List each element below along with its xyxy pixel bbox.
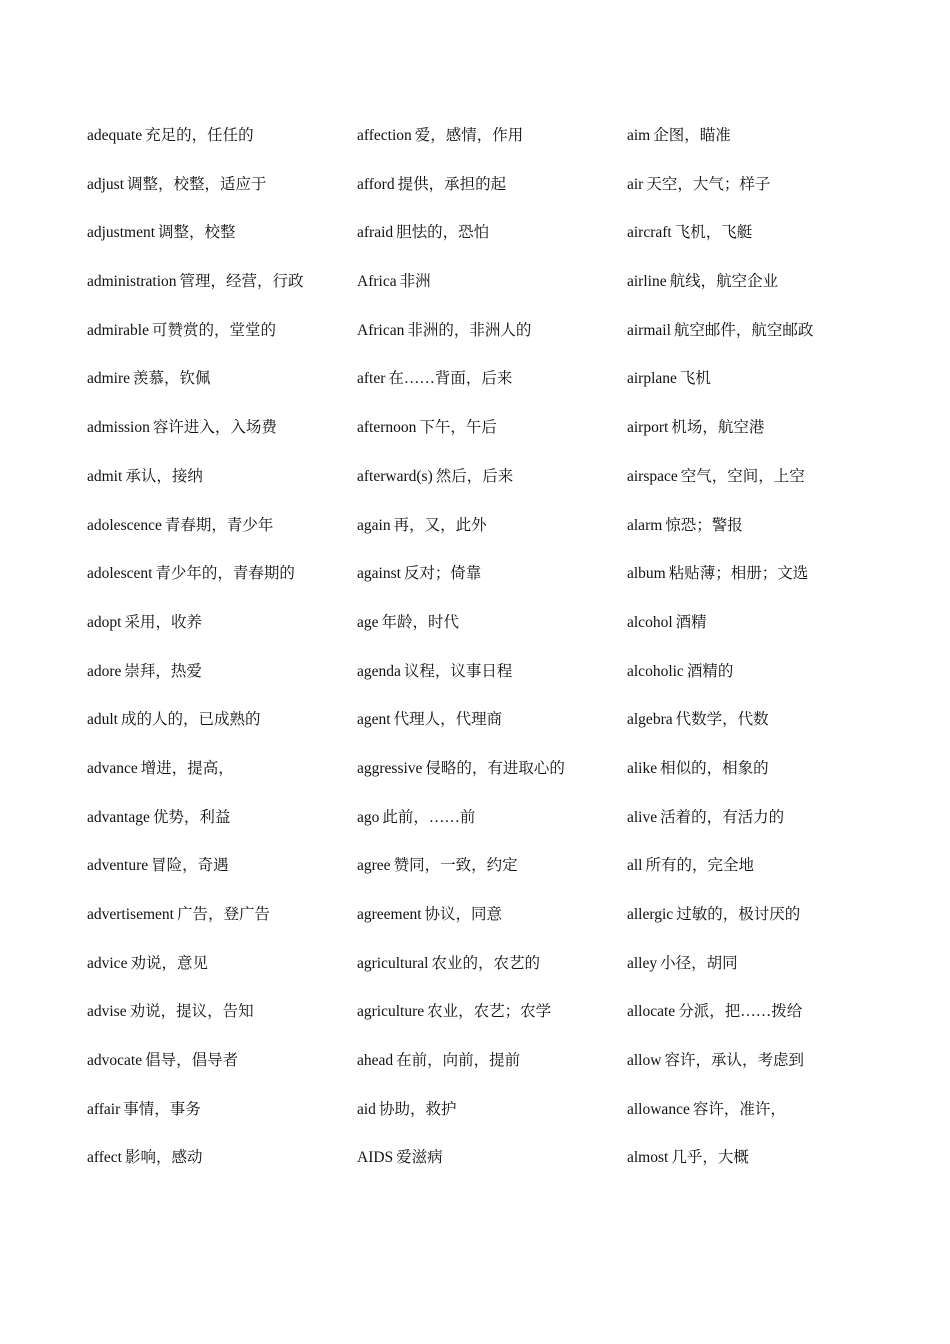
entry-word: affair — [87, 1100, 121, 1118]
entry-meaning: 成的人的，已成熟的 — [121, 711, 261, 729]
entry-meaning: 年龄，时代 — [381, 613, 460, 631]
vocabulary-column-1 — [87, 112, 357, 1183]
entry-meaning: 飞机，飞艇 — [674, 224, 753, 242]
entry-meaning: 容许，承认，考虑到 — [664, 1052, 804, 1070]
entry-meaning: 青少年的，青春期的 — [155, 565, 295, 583]
entry-word: affection — [357, 127, 412, 144]
entry-word: agricultural — [357, 954, 429, 972]
vocabulary-entry — [357, 453, 627, 502]
vocabulary-entry — [87, 453, 357, 502]
entry-word: adore — [87, 662, 122, 680]
vocabulary-entry — [87, 209, 357, 258]
vocabulary-entry — [357, 842, 627, 891]
entry-word: against — [357, 565, 401, 583]
entry-word: adequate — [87, 127, 143, 144]
entry-meaning: 飞机 — [679, 370, 711, 388]
vocabulary-entry — [87, 745, 357, 794]
entry-meaning: 协助，救护 — [378, 1100, 457, 1118]
vocabulary-entry — [87, 988, 357, 1037]
entry-word: agenda — [357, 662, 401, 680]
vocabulary-entry — [357, 891, 627, 940]
vocabulary-entry — [357, 307, 627, 356]
vocabulary-entry — [87, 891, 357, 940]
entry-word: alcohol — [627, 613, 673, 631]
entry-meaning: 劝说，意见 — [130, 954, 208, 972]
entry-word: advocate — [87, 1052, 143, 1070]
entry-word: advise — [87, 1003, 127, 1021]
entry-meaning: 影响，感动 — [125, 1149, 203, 1167]
entry-word: AIDS — [357, 1149, 394, 1167]
vocabulary-entry — [357, 599, 627, 648]
entry-meaning: 相似的，相象的 — [660, 759, 769, 777]
entry-meaning: 调整，校整 — [158, 224, 236, 242]
entry-meaning: 分派，把……拨给 — [678, 1003, 803, 1021]
entry-meaning: 赞同，一致，约定 — [393, 857, 518, 875]
entry-word: algebra — [627, 711, 673, 729]
vocabulary-entry — [87, 940, 357, 989]
entry-word: aggressive — [357, 759, 423, 777]
entry-word: agriculture — [357, 1003, 425, 1021]
entry-word: adolescent — [87, 565, 153, 583]
vocabulary-entry — [627, 794, 897, 843]
entry-meaning: 调整，校整，适应于 — [127, 175, 267, 193]
vocabulary-entry — [627, 112, 897, 161]
entry-word: administration — [87, 273, 177, 291]
vocabulary-entry — [87, 1037, 357, 1086]
entry-meaning: 议程，议事日程 — [403, 662, 513, 680]
entry-meaning: 代数学，代数 — [675, 711, 769, 729]
entry-word: alley — [627, 954, 658, 972]
entry-meaning: 协议，同意 — [424, 906, 503, 923]
vocabulary-entry — [627, 258, 897, 307]
entry-word: agreement — [357, 906, 422, 923]
entry-word: all — [627, 857, 643, 875]
entry-word: allergic — [627, 906, 674, 923]
entry-meaning: 在……背面，后来 — [388, 370, 513, 388]
vocabulary-entry — [357, 502, 627, 551]
vocabulary-entry — [627, 209, 897, 258]
vocabulary-column-2 — [357, 112, 627, 1183]
entry-meaning: 企图，瞄准 — [653, 127, 731, 144]
entry-word: affect — [87, 1149, 122, 1167]
entry-meaning: 管理，经营，行政 — [179, 273, 304, 291]
entry-word: ago — [357, 808, 380, 826]
entry-meaning: 过敏的，极讨厌的 — [676, 906, 801, 923]
entry-meaning: 酒精的 — [686, 662, 734, 680]
entry-meaning: 航线，航空企业 — [669, 273, 779, 291]
vocabulary-entry — [357, 550, 627, 599]
vocabulary-entry — [87, 1134, 357, 1183]
entry-meaning: 容许，准许， — [692, 1100, 786, 1118]
entry-word: adventure — [87, 857, 149, 875]
entry-meaning: 羡慕，钦佩 — [133, 370, 211, 388]
entry-meaning: 非洲的，非洲人的 — [407, 321, 532, 339]
vocabulary-entry — [357, 1134, 627, 1183]
entry-meaning: 惊恐；警报 — [665, 516, 743, 534]
entry-word: alike — [627, 759, 658, 777]
entry-word: allowance — [627, 1100, 690, 1118]
vocabulary-entry — [627, 696, 897, 745]
entry-meaning: 农业的，农艺的 — [431, 954, 540, 972]
entry-meaning: 酒精 — [675, 613, 707, 631]
vocabulary-entry — [627, 161, 897, 210]
entry-word: agent — [357, 711, 391, 729]
entry-meaning: 空气，空间，上空 — [680, 467, 805, 485]
entry-meaning: 事情，事务 — [123, 1100, 201, 1118]
entry-meaning: 代理人，代理商 — [393, 711, 503, 729]
entry-word: adult — [87, 711, 118, 729]
entry-word: aircraft — [627, 224, 672, 242]
entry-word: age — [357, 613, 379, 631]
entry-word: alcoholic — [627, 662, 684, 680]
vocabulary-entry — [87, 355, 357, 404]
vocabulary-entry — [87, 502, 357, 551]
entry-meaning: 活着的，有活力的 — [660, 808, 785, 826]
vocabulary-entry — [87, 648, 357, 697]
entry-word: advice — [87, 954, 128, 972]
entry-word: airplane — [627, 370, 677, 388]
vocabulary-entry — [627, 745, 897, 794]
entry-meaning: 青春期，青少年 — [164, 516, 274, 534]
vocabulary-entry — [357, 1037, 627, 1086]
entry-meaning: 增进，提高， — [140, 759, 234, 777]
vocabulary-entry — [87, 599, 357, 648]
entry-meaning: 粘贴薄；相册；文选 — [668, 565, 809, 583]
entry-meaning: 侵略的，有进取心的 — [425, 759, 565, 777]
entry-meaning: 采用，收养 — [124, 613, 202, 631]
entry-word: airspace — [627, 467, 678, 485]
vocabulary-entry — [87, 550, 357, 599]
entry-word: alarm — [627, 516, 663, 534]
entry-word: adjustment — [87, 224, 156, 242]
entry-word: allow — [627, 1052, 662, 1070]
vocabulary-entry — [627, 648, 897, 697]
entry-word: advance — [87, 759, 138, 777]
entry-word: again — [357, 516, 391, 534]
entry-meaning: 充足的，任任的 — [145, 127, 254, 144]
entry-word: afford — [357, 175, 395, 193]
entry-meaning: 小径，胡同 — [660, 954, 738, 972]
entry-word: adolescence — [87, 516, 162, 534]
entry-meaning: 在前，向前，提前 — [396, 1052, 521, 1070]
entry-word: afraid — [357, 224, 394, 242]
entry-meaning: 劝说，提议，告知 — [129, 1003, 254, 1021]
entry-meaning: 容许进入，入场费 — [152, 419, 277, 437]
entry-word: adopt — [87, 613, 122, 631]
entry-word: afterward(s) — [357, 467, 433, 485]
vocabulary-entry — [357, 745, 627, 794]
entry-meaning: 承认，接纳 — [125, 467, 203, 485]
vocabulary-entry — [627, 842, 897, 891]
entry-meaning: 航空邮件，航空邮政 — [673, 321, 814, 339]
vocabulary-entry — [357, 209, 627, 258]
entry-meaning: 倡导，倡导者 — [145, 1052, 239, 1070]
entry-meaning: 崇拜，热爱 — [124, 662, 202, 680]
entry-meaning: 此前，……前 — [382, 808, 476, 826]
entry-meaning: 天空，大气；样子 — [646, 175, 771, 193]
entry-meaning: 冒险，奇遇 — [151, 857, 229, 875]
entry-word: admission — [87, 419, 150, 437]
entry-word: admire — [87, 370, 131, 388]
entry-word: afternoon — [357, 419, 417, 437]
entry-meaning: 提供，承担的起 — [397, 175, 507, 193]
entry-meaning: 非洲 — [399, 273, 431, 291]
entry-meaning: 农业，农艺；农学 — [427, 1003, 552, 1021]
entry-word: ahead — [357, 1052, 394, 1070]
entry-meaning: 优势，利益 — [152, 808, 231, 826]
vocabulary-entry — [357, 112, 627, 161]
entry-meaning: 胆怯的，恐怕 — [396, 224, 490, 242]
entry-meaning: 再，又，此外 — [393, 516, 487, 534]
entry-word: almost — [627, 1149, 669, 1167]
vocabulary-entry — [627, 988, 897, 1037]
entry-meaning: 爱，感情，作用 — [414, 127, 524, 144]
vocabulary-entry — [87, 794, 357, 843]
vocabulary-entry — [357, 648, 627, 697]
entry-meaning: 然后，后来 — [435, 467, 514, 485]
entry-meaning: 广告，登广告 — [176, 906, 270, 923]
vocabulary-entry — [357, 161, 627, 210]
vocabulary-entry — [357, 696, 627, 745]
vocabulary-entry — [627, 891, 897, 940]
vocabulary-entry — [357, 988, 627, 1037]
vocabulary-entry — [627, 1037, 897, 1086]
vocabulary-entry — [357, 1086, 627, 1135]
vocabulary-entry — [87, 842, 357, 891]
vocabulary-entry — [627, 355, 897, 404]
entry-word: Africa — [357, 273, 397, 291]
entry-meaning: 反对；倚靠 — [403, 565, 482, 583]
vocabulary-entry — [87, 404, 357, 453]
vocabulary-entry — [357, 940, 627, 989]
entry-word: admirable — [87, 321, 149, 339]
entry-word: airmail — [627, 321, 671, 339]
entry-meaning: 下午，午后 — [419, 419, 497, 437]
vocabulary-entry — [627, 550, 897, 599]
entry-meaning: 几乎，大概 — [671, 1149, 749, 1167]
vocabulary-entry — [627, 1134, 897, 1183]
vocabulary-entry — [627, 940, 897, 989]
entry-meaning: 机场，航空港 — [671, 419, 765, 437]
vocabulary-entry — [357, 355, 627, 404]
vocabulary-entry — [87, 112, 357, 161]
vocabulary-column-3 — [627, 112, 897, 1183]
vocabulary-entry — [357, 404, 627, 453]
entry-word: alive — [627, 808, 658, 826]
vocabulary-entry — [627, 502, 897, 551]
entry-word: airline — [627, 273, 667, 291]
entry-meaning: 爱滋病 — [396, 1149, 443, 1167]
vocabulary-entry — [357, 794, 627, 843]
entry-word: adjust — [87, 175, 125, 193]
vocabulary-entry — [357, 258, 627, 307]
vocabulary-entry — [87, 161, 357, 210]
vocabulary-entry — [627, 453, 897, 502]
entry-word: admit — [87, 467, 123, 485]
vocabulary-entry — [87, 696, 357, 745]
vocabulary-entry — [627, 404, 897, 453]
entry-meaning: 所有的，完全地 — [645, 857, 755, 875]
entry-word: advantage — [87, 808, 150, 826]
entry-word: advertisement — [87, 906, 174, 923]
entry-word: airport — [627, 419, 669, 437]
vocabulary-entry — [627, 1086, 897, 1135]
entry-word: album — [627, 565, 666, 583]
entry-word: aid — [357, 1100, 376, 1118]
entry-word: allocate — [627, 1003, 676, 1021]
vocabulary-entry — [87, 307, 357, 356]
entry-meaning: 可赞赏的，堂堂的 — [151, 321, 276, 339]
entry-word: after — [357, 370, 386, 388]
entry-word: agree — [357, 857, 391, 875]
vocabulary-entry — [87, 258, 357, 307]
entry-word: air — [627, 175, 644, 193]
vocabulary-entry — [627, 307, 897, 356]
entry-word: aim — [627, 127, 651, 144]
vocabulary-entry — [627, 599, 897, 648]
entry-word: African — [357, 321, 405, 339]
vocabulary-entry — [87, 1086, 357, 1135]
